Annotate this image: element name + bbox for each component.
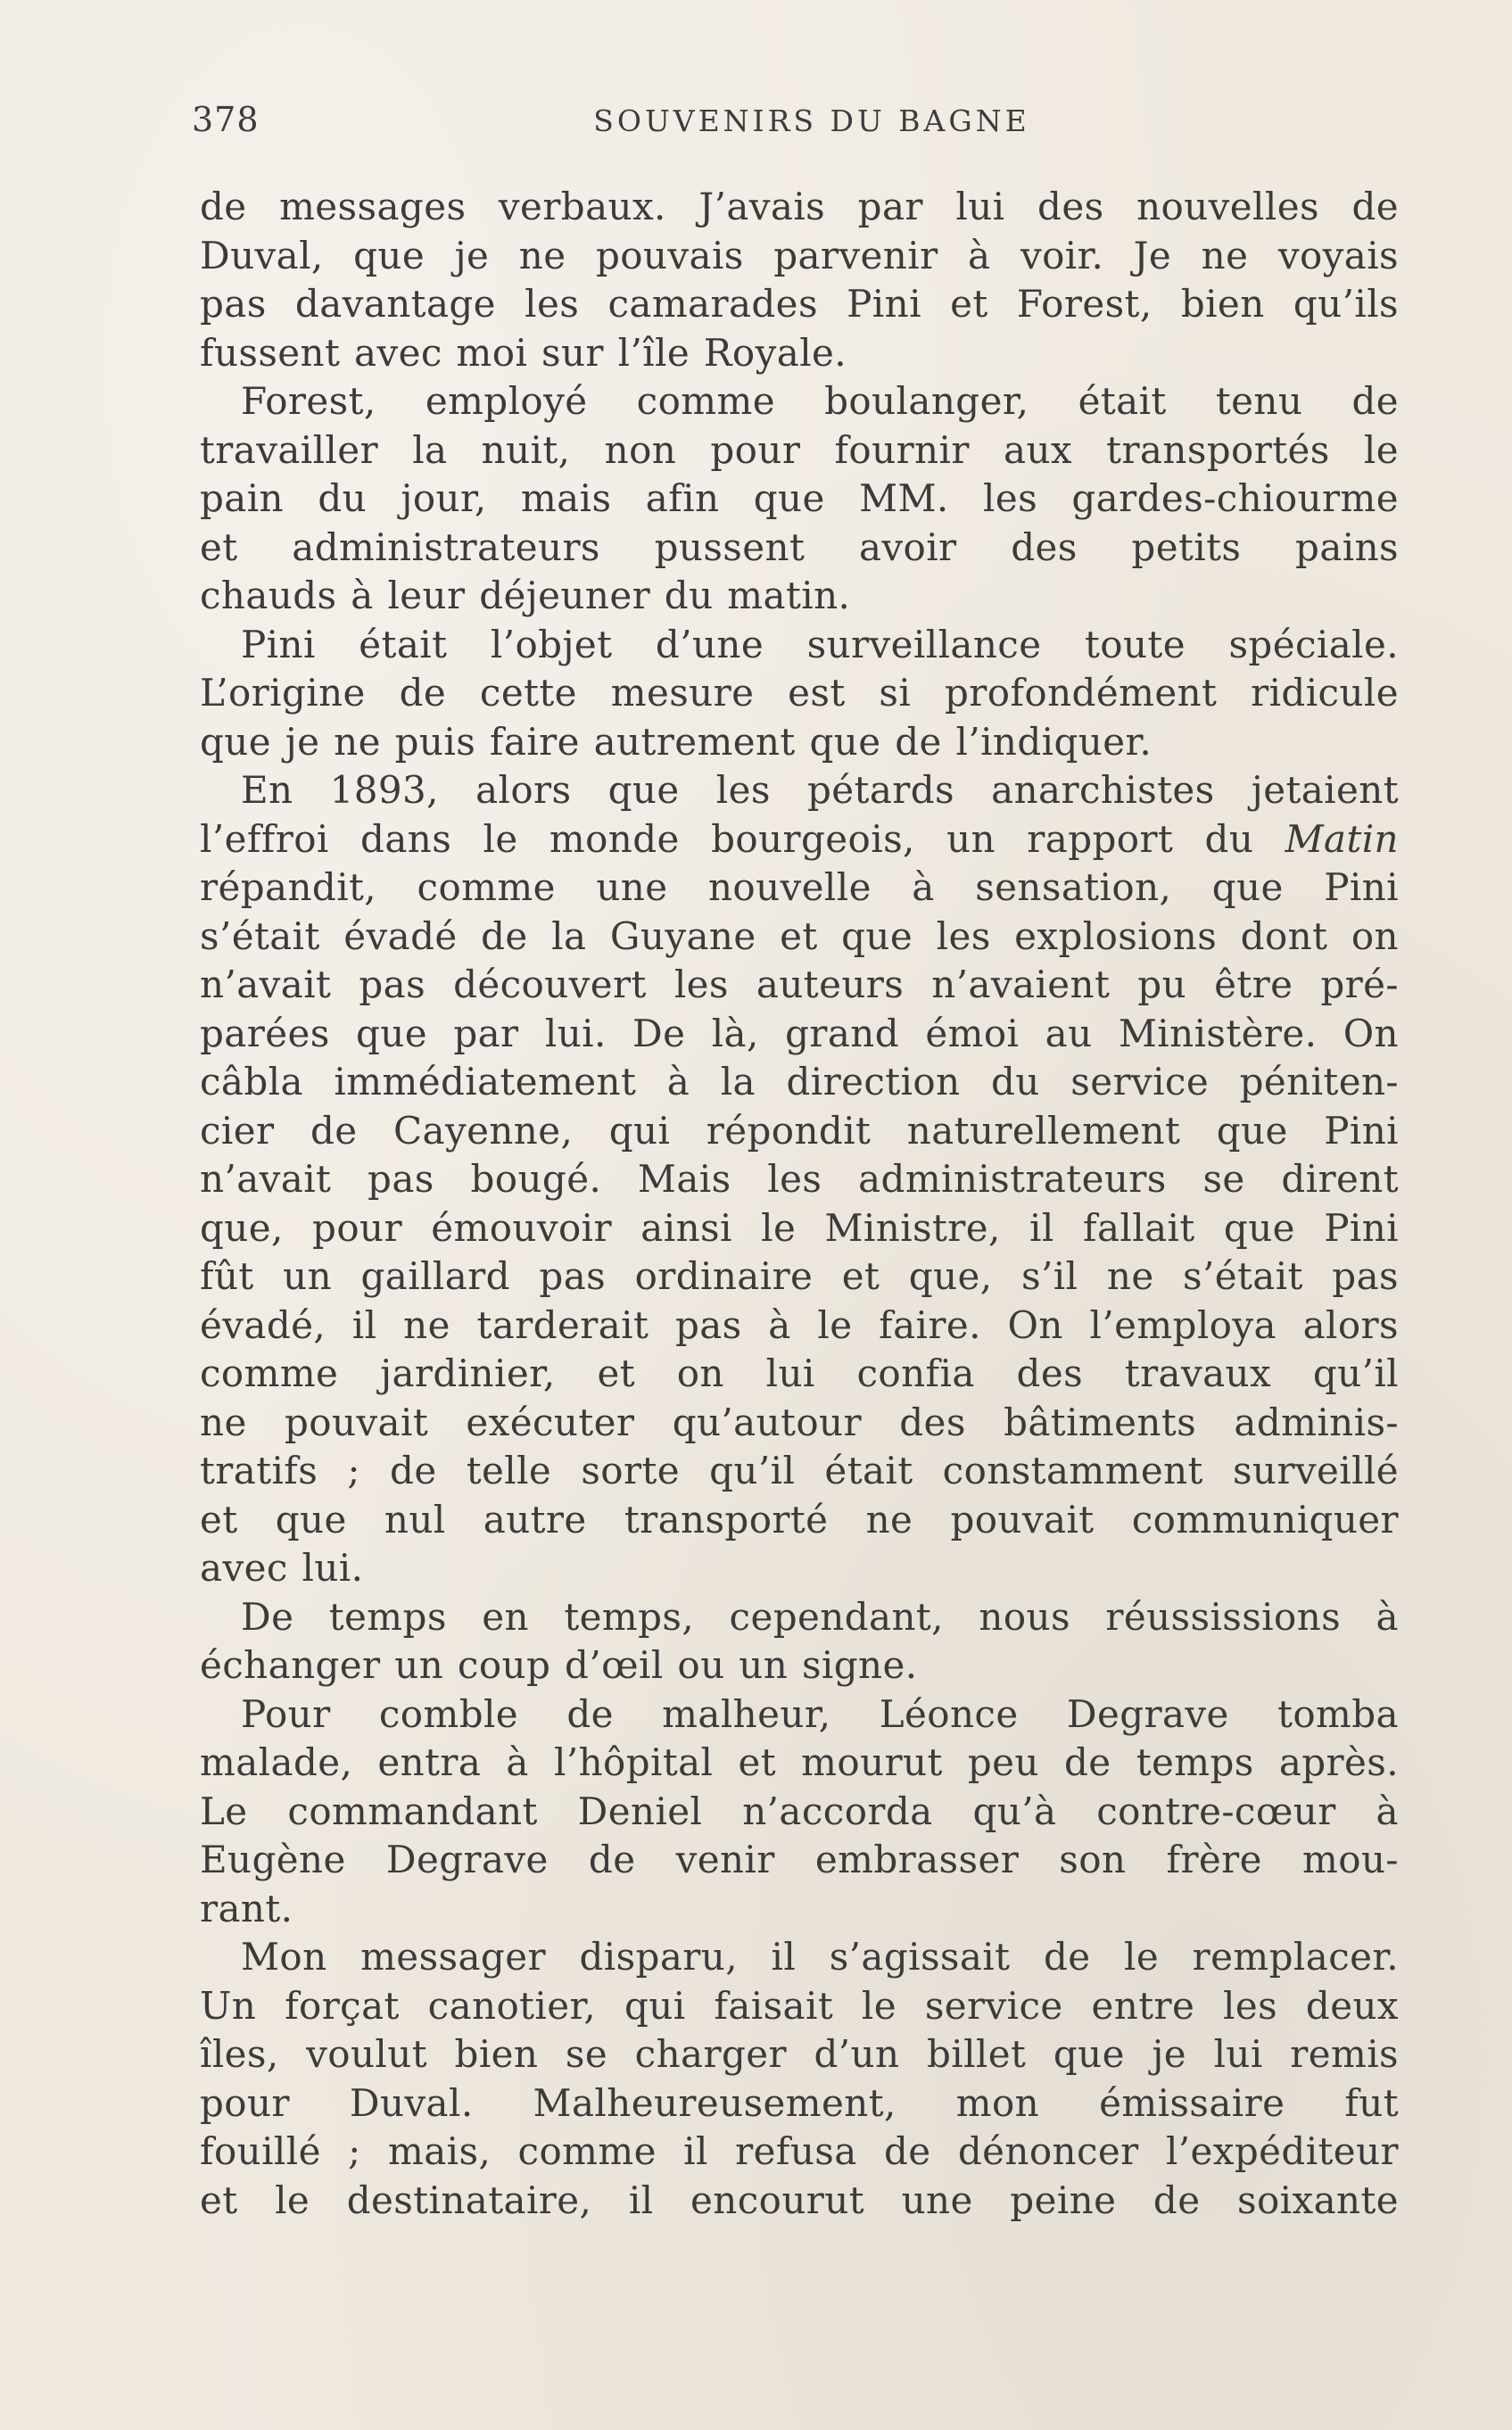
text-line: fût un gaillard pas ordinaire et que, s’il ne s’était pas	[200, 1254, 1399, 1298]
text-line: Duval, que je ne pouvais parvenir à voir. Je ne voyais	[200, 233, 1399, 277]
paragraph-first-line: Mon messager disparu, il s’agissait de le remplacer.	[241, 1935, 1399, 1979]
text-line: pour Duval. Malheureusement, mon émissaire fut	[200, 2080, 1399, 2125]
text-line: avec lui.	[200, 1546, 364, 1590]
text-line: câbla immédiatement à la direction du service péniten-	[200, 1060, 1399, 1103]
text-line: îles, voulut bien se charger d’un billet que je lui remis	[200, 2032, 1399, 2076]
paragraph-first-line: Pini était l’objet d’une surveillance toute spéciale.	[241, 622, 1399, 666]
text-line: parées que par lui. De là, grand émoi au Ministère. On	[200, 1011, 1399, 1055]
text-line: n’avait pas bougé. Mais les administrateurs se dirent	[200, 1157, 1399, 1201]
text-line: pas davantage les camarades Pini et Forest, bien qu’ils	[200, 282, 1399, 326]
text-segment: l’effroi dans le monde bourgeois, un rapport du	[200, 816, 1285, 861]
text-line: et le destinataire, il encourut une peine de soixante	[200, 2178, 1399, 2222]
text-line: malade, entra à l’hôpital et mourut peu de temps après.	[200, 1740, 1399, 1784]
paragraph-first-line: De temps en temps, cependant, nous réussissions à	[241, 1594, 1399, 1639]
text-line: rant.	[200, 1886, 293, 1930]
paragraph-first-line: Forest, employé comme boulanger, était tenu de	[241, 379, 1399, 423]
paragraph-first-line: Pour comble de malheur, Léonce Degrave tomba	[241, 1691, 1399, 1736]
text-line: chauds à leur déjeuner du matin.	[200, 574, 851, 617]
text-line: et administrateurs pussent avoir des petits pains	[200, 525, 1399, 569]
text-line: que, pour émouvoir ainsi le Ministre, il fallait que Pini	[200, 1205, 1399, 1250]
text-line: Un forçat canotier, qui faisait le service entre les deux	[200, 1983, 1399, 2028]
text-line: n’avait pas découvert les auteurs n’avaient pu être pré-	[200, 963, 1399, 1006]
text-line: répandit, comme une nouvelle à sensation, que Pini	[200, 865, 1399, 909]
page-number: 378	[192, 100, 260, 139]
running-title: SOUVENIRS DU BAGNE	[593, 103, 1030, 138]
paragraph-first-line: En 1893, alors que les pétards anarchistes jetaient	[241, 768, 1399, 812]
text-line: évadé, il ne tarderait pas à le faire. On l’employa alors	[200, 1302, 1399, 1347]
text-line: s’était évadé de la Guyane et que les explosions dont on	[200, 913, 1399, 958]
text-line: échanger un coup d’œil ou un signe.	[200, 1643, 918, 1687]
text-line: comme jardinier, et on lui confia des travaux qu’il	[200, 1351, 1399, 1395]
text-line: travailler la nuit, non pour fournir aux transportés le	[200, 427, 1399, 472]
text-line-with-italic	[200, 815, 1399, 864]
text-line: tratifs ; de telle sorte qu’il était constamment surveillé	[200, 1449, 1399, 1492]
text-line: ne pouvait exécuter qu’autour des bâtiments adminis-	[200, 1400, 1399, 1444]
text-line: fussent avec moi sur l’île Royale.	[200, 330, 847, 375]
newspaper-title: Matin	[1285, 816, 1399, 861]
text-line: de messages verbaux. J’avais par lui des nouvelles de	[200, 185, 1399, 228]
text-line: L’origine de cette mesure est si profondément ridicule	[200, 671, 1399, 715]
body-text	[200, 183, 1399, 2225]
text-line: que je ne puis faire autrement que de l’indiquer.	[200, 719, 1153, 764]
text-line: pain du jour, mais afin que MM. les gardes-chiourme	[200, 476, 1399, 520]
text-line: Le commandant Deniel n’accorda qu’à contre-cœur à	[200, 1789, 1399, 1833]
text-line: cier de Cayenne, qui répondit naturellement que Pini	[200, 1108, 1399, 1153]
running-head	[192, 100, 1396, 145]
text-line: fouillé ; mais, comme il refusa de dénoncer l’expéditeur	[200, 2129, 1399, 2173]
text-line: et que nul autre transporté ne pouvait communiquer	[200, 1497, 1399, 1541]
text-line: Eugène Degrave de venir embrasser son frère mou-	[200, 1838, 1399, 1881]
